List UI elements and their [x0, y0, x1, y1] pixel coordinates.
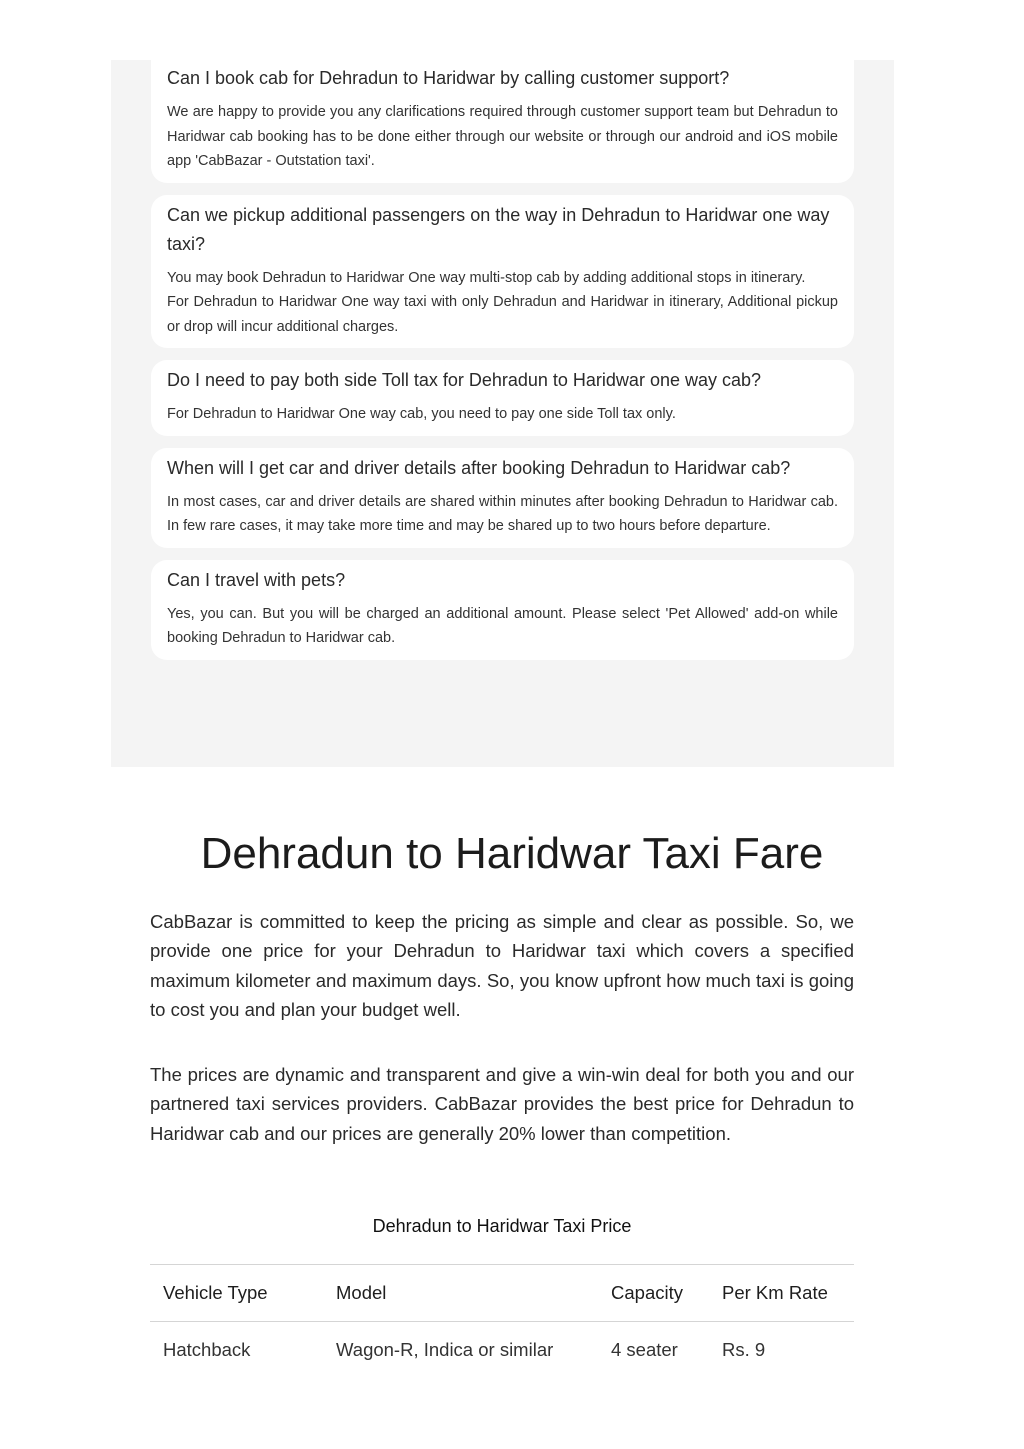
faq-item — [151, 448, 854, 548]
faq-item — [151, 195, 854, 349]
table-row — [150, 1322, 854, 1379]
cell-capacity: 4 seater — [598, 1322, 709, 1379]
faq-answer: Yes, you can. But you will be charged an additional amount. Please select 'Pet Allowed' add-on while booking Dehradun to Haridwar cab. — [167, 605, 838, 646]
fare-table-caption: Dehradun to Haridwar Taxi Price — [372, 1216, 632, 1236]
fare-paragraph: The prices are dynamic and transparent and give a win-win deal for both you and our partnered taxi services providers. CabBazar provides the best price for Dehradun to Haridwar cab and our prices are generally 20% lower than competition. — [150, 1064, 854, 1144]
faq-section — [111, 60, 894, 767]
fare-table — [150, 1264, 854, 1378]
faq-item — [151, 560, 854, 660]
faq-question[interactable]: Can I travel with pets? — [167, 569, 346, 590]
faq-answer: For Dehradun to Haridwar One way taxi with only Dehradun and Haridwar in itinerary, Additional pickup or drop will incur additional charges. — [167, 294, 838, 335]
cell-per-km-rate: Rs. 9 — [709, 1322, 854, 1379]
cell-model: Wagon-R, Indica or similar — [323, 1322, 598, 1379]
faq-item — [151, 360, 854, 436]
faq-question[interactable]: Can we pickup additional passengers on the way in Dehradun to Haridwar one way taxi? — [167, 204, 830, 254]
faq-question[interactable]: Can I book cab for Dehradun to Haridwar by calling customer support? — [167, 68, 730, 88]
faq-question[interactable]: When will I get car and driver details after booking Dehradun to Haridwar cab? — [167, 457, 791, 478]
faq-question[interactable]: Do I need to pay both side Toll tax for Dehradun to Haridwar one way cab? — [167, 370, 762, 390]
faq-list — [151, 60, 854, 672]
faq-item — [151, 60, 854, 183]
faq-answer: In most cases, car and driver details are shared within minutes after booking Dehradun to Haridwar cab. In few rare cases, it may take more time and may be shared up to two hours before departure. — [167, 493, 838, 534]
column-header-capacity: Capacity — [598, 1265, 709, 1322]
faq-answer: For Dehradun to Haridwar One way cab, you need to pay one side Toll tax only. — [167, 406, 676, 422]
fare-section-title: Dehradun to Haridwar Taxi Fare — [200, 829, 824, 878]
cell-vehicle-type: Hatchback — [150, 1322, 323, 1379]
faq-answer: You may book Dehradun to Haridwar One way multi-stop cab by adding additional stops in itinerary. — [167, 269, 806, 286]
fare-paragraph: CabBazar is committed to keep the pricing as simple and clear as possible. So, we provide one price for your Dehradun to Haridwar taxi which covers a specified maximum kilometer and maximum days. So, you know upfront how much taxi is going to cost you and plan your budget well. — [150, 911, 854, 1021]
faq-answer: We are happy to provide you any clarifications required through customer support team but Dehradun to Haridwar cab booking has to be done either through our website or through our android and iOS mobile app 'CabBazar - Outstation taxi'. — [167, 104, 838, 169]
table-header-row — [150, 1265, 854, 1322]
column-header-per-km-rate: Per Km Rate — [709, 1265, 854, 1322]
column-header-vehicle-type: Vehicle Type — [150, 1265, 323, 1322]
column-header-model: Model — [323, 1265, 598, 1322]
